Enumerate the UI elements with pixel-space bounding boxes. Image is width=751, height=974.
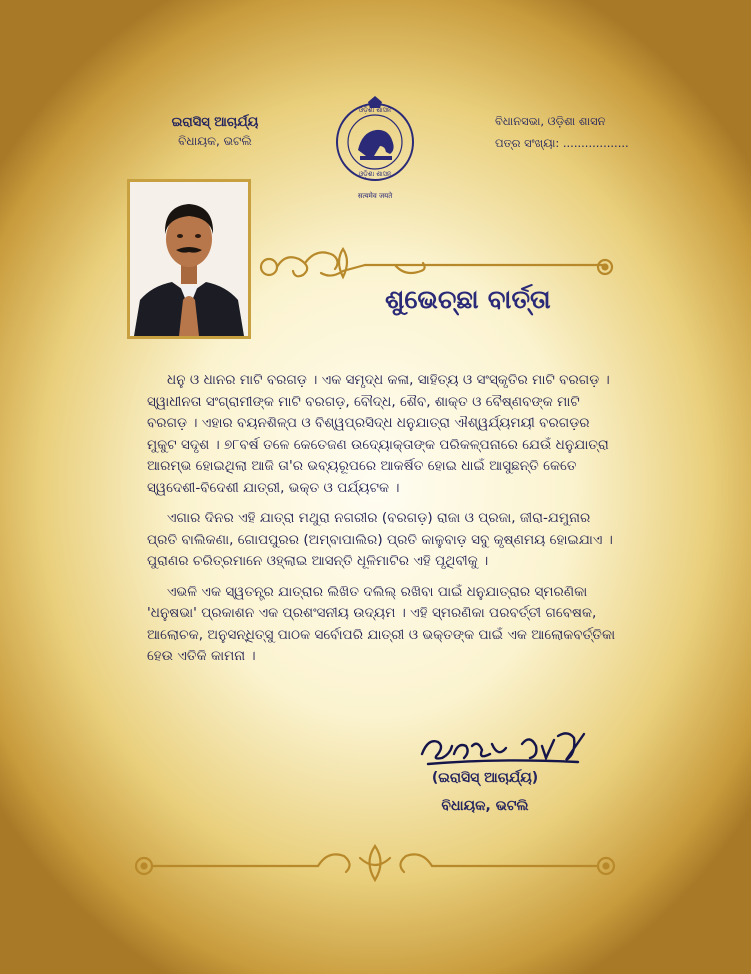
handwritten-signature (418, 724, 588, 768)
letter-title: ଶୁଭେଚ୍ଛା ବାର୍ତ୍ତା (385, 285, 551, 315)
author-photo (127, 179, 251, 339)
emblem-top-text: ଓଡ଼ିଶା ଶାସନ (358, 106, 392, 114)
letter-body (147, 370, 617, 677)
paragraph-3: ଏଭଳି ଏକ ସ୍ୱତନ୍ତ୍ର ଯାତ୍ରାର ଲିଖିତ ଦଲିଲ୍ ରଖିବା ପାଇଁ ଧନୁଯାତ୍ରାର ସ୍ମରଣିକା 'ଧନୁଷଭା' ପ୍ରକାଶନ ଏକ ପ୍ରଶଂସନୀୟ ଉଦ୍ୟମ । ଏହି ସ୍ମରଣିକା ପରବର୍ତ୍ତୀ ଗବେଷକ, ଆଲୋଚକ, ଅନୁସନ୍ଧିତ୍ସୁ ପାଠକ ସର୍ବୋପରି ଯାତ୍ରୀ ଓ ଭକ୍ତଙ୍କ ପାଇଁ ଏକ ଆଲୋକବର୍ତ୍ତିକା ହେଉ ଏତିକି କାମନା । (147, 583, 616, 664)
paragraph-2: ଏଗାର ଦିନର ଏହି ଯାତ୍ରା ମଥୁରା ନଗରୀର (ବରଗଡ଼) ରାଜା ଓ ପ୍ରଜା, ଜୀରା-ଯମୁନାର ପ୍ରତି ବାଲିକଣା, ଗୋପପୁରର (ଅମ୍ବାପାଲିର) ପ୍ରତି କାଳୁବାଡ଼ ସବୁ କୃଷ୍ଣମୟ ହୋଇଯାଏ । ପୁରାଣର ଚରିତ୍ରମାନେ ଓହ୍ଲାଇ ଆସନ୍ତି ଧୂଳିମାଟିର ଏହି ପୃଥିବୀକୁ । (147, 510, 613, 569)
top-ornament (255, 243, 617, 285)
paragraph-1: ଧନୁ ଓ ଧାନର ମାଟି ବରଗଡ଼ । ଏକ ସମୃଦ୍ଧ କଳା, ସାହିତ୍ୟ ଓ ସଂସ୍କୃତିର ମାଟି ବରଗଡ଼ । ସ୍ୱାଧୀନତା ସଂଗ୍ରାମୀଙ୍କ ମାଟି ବରଗଡ଼, ବୌଦ୍ଧ, ଶୈବ, ଶାକ୍ତ ଓ ବୈଷ୍ଣବଙ୍କ ମାଟି ବରଗଡ଼ । ଏହାର ବୟନଶିଳ୍ପ ଓ ବିଶ୍ୱପ୍ରସିଦ୍ଧ ଧନୁଯାତ୍ରା ଐଶ୍ୱର୍ଯ୍ୟମୟୀ ବରଗଡ଼ର ମୁକୁଟ ସଦୃଶ । ୭୮ବର୍ଷ ତଳେ କେତେଜଣ ଉଦ୍ୟୋକ୍ତାଙ୍କ ପରିକଳ୍ପନାରେ ଯେଉଁ ଧନୁଯାତ୍ରା ଆରମ୍ଭ ହୋଇଥିଲା ଆଜି ତା'ର ଭବ୍ୟରୂପରେ ଆକର୍ଷିତ ହୋଇ ଧାଇଁ ଆସୁଛନ୍ତି କେତେ ସ୍ୱଦେଶୀ-ବିଦେଶୀ ଯାତ୍ରୀ, ଭକ୍ତ ଓ ପର୍ଯ୍ୟଟକ । (147, 372, 610, 496)
author-header (140, 115, 290, 149)
signatory-designation: ବିଧାୟକ, ଭଟଲି (441, 798, 529, 814)
letter-number: ପତ୍ର ସଂଖ୍ୟା: .................. (495, 136, 629, 150)
odisha-emblem (330, 94, 420, 204)
emblem-motto: सत्यमेव जयते (357, 192, 393, 200)
signatory-name: (ଇରାସିସ୍ ଆଚାର୍ଯ୍ୟ) (431, 770, 539, 786)
emblem-bottom-text: ଓଡ଼ିଶା ଶାସନ (358, 170, 392, 178)
author-name: ଇରାସିସ୍ ଆଚାର୍ଯ୍ୟ (171, 115, 259, 130)
portrait-image (130, 182, 248, 336)
bottom-ornament (128, 840, 623, 886)
office-header (495, 110, 635, 154)
office-name: ବିଧାନସଭା, ଓଡ଼ିଶା ଶାସନ (495, 114, 606, 128)
author-designation: ବିଧାୟକ, ଭଟଲି (178, 134, 252, 148)
